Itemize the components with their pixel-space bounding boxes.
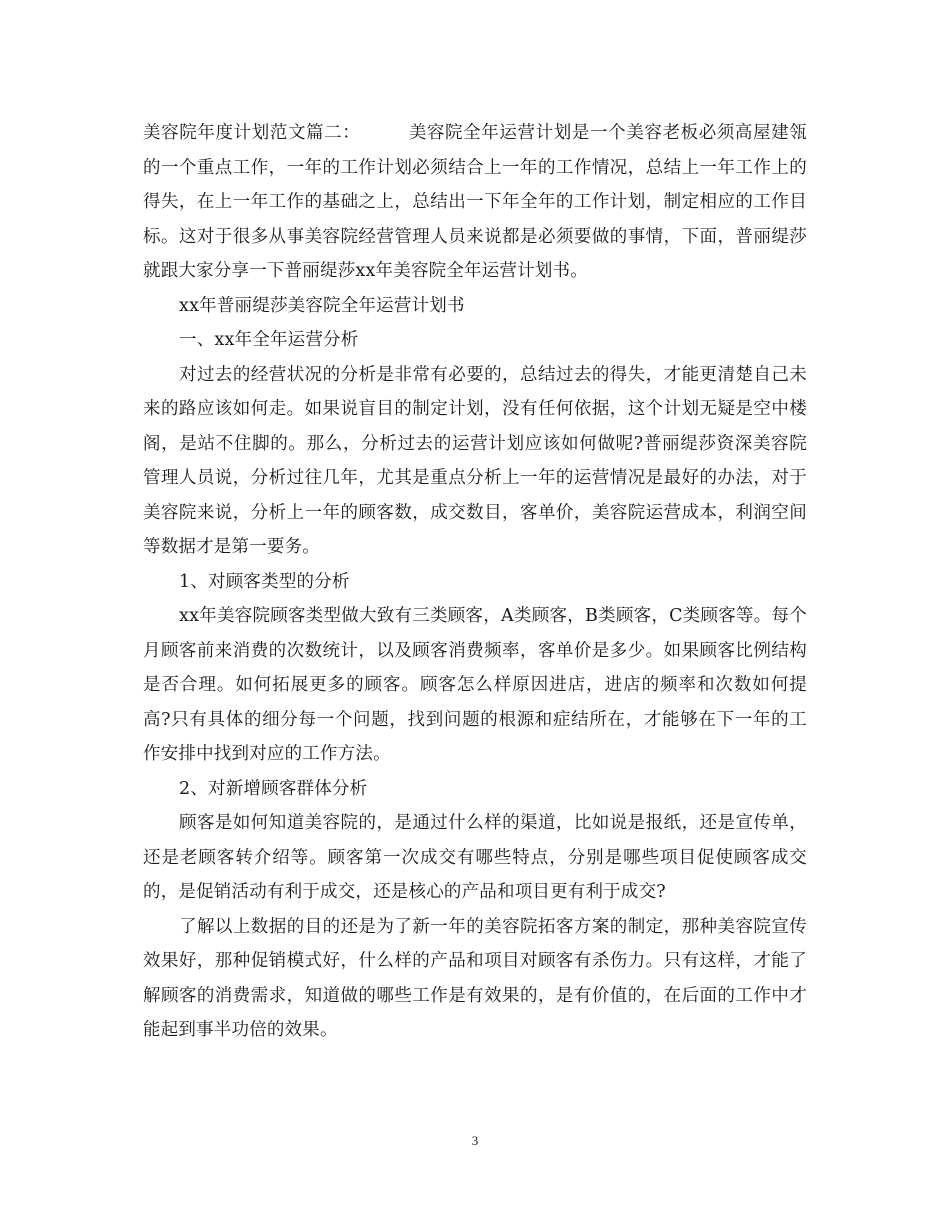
intro-body: 美容院全年运营计划是一个美容老板必须高屋建瓴的一个重点工作，一年的工作计划必须结合上一年的工作情况，总结上一年工作上的得失，在上一年工作的基础之上，总结出一下年全年的工作计划，制定相应的工作目标。这对于很多从事美容院经营管理人员来说都是必须要做的事情，下面，普丽缇莎就跟大家分享一下普丽缇莎xx年美容院全年运营计划书。 — [143, 123, 807, 281]
paragraph-new-customers: 顾客是如何知道美容院的，是通过什么样的渠道，比如说是报纸，还是宣传单，还是老顾客转介绍等。顾客第一次成交有哪些特点，分别是哪些项目促使顾客成交的，是促销活动有利于成交，还是核心的产品和项目更有利于成交? — [143, 813, 807, 902]
subheading-new-customers: 2、对新增顾客群体分析 — [179, 778, 368, 799]
paragraph-customer-types: xx年美容院顾客类型做大致有三类顾客，A类顾客，B类顾客，C类顾客等。每个月顾客前来消费的次数统计，以及顾客消费频率，客单价是多少。如果顾客比例结构是否合理。如何拓展更多的顾客。顾客怎么样原因进店，进店的频率和次数如何提高?只有具体的细分每一个问题，找到问题的根源和症结所在，才能够在下一年的工作安排中找到对应的工作方法。 — [143, 606, 807, 764]
intro-paragraph — [143, 116, 807, 289]
subheading-customer-types: 1、对顾客类型的分析 — [179, 571, 350, 592]
paragraph-data-purpose: 了解以上数据的目的还是为了新一年的美容院拓客方案的制定，那种美容院宣传效果好，那种促销模式好，什么样的产品和项目对顾客有杀伤力。只有这样，才能了解顾客的消费需求，知道做的哪些工作是有效果的，是有价值的，在后面的工作中才能起到事半功倍的效果。 — [143, 916, 807, 1040]
section-heading-annual-analysis: 一、xx年全年运营分析 — [179, 330, 359, 350]
document-body — [143, 116, 807, 1048]
paragraph-past-analysis: 对过去的经营状况的分析是非常有必要的，总结过去的得失，才能更清楚自己未来的路应该如何走。如果说盲目的制定计划，没有任何依据，这个计划无疑是空中楼阁，是站不住脚的。那么，分析过去的运营计划应该如何做呢?普丽缇莎资深美容院管理人员说，分析过往几年，尤其是重点分析上一年的运营情况是最好的办法，对于美容院来说，分析上一年的顾客数，成交数目，客单价，美容院运营成本，利润空间等数据才是第一要务。 — [143, 364, 807, 557]
plan-title: xx年普丽缇莎美容院全年运营计划书 — [179, 295, 465, 316]
page-number: 3 — [471, 1133, 479, 1148]
intro-heading: 美容院年度计划范文篇二： — [143, 123, 361, 143]
